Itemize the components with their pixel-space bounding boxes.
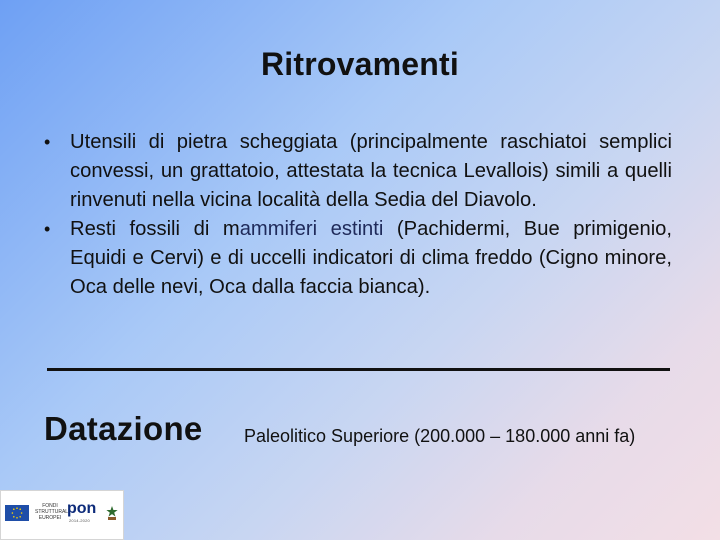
- bullet-item: [44, 215, 672, 302]
- pon-logo-subtext: 2014-2020: [69, 518, 90, 523]
- bullet-list: [44, 128, 672, 302]
- bullet-text-continued: (Pachidermi, Bue primigenio, Equidi e Cervi) e di uccelli indicatori di clima freddo (Cigno minore, Oca delle nevi, Oca dalla faccia bianca).: [70, 218, 673, 298]
- dating-label: Datazione: [44, 410, 203, 447]
- italian-emblem-icon: [105, 505, 119, 521]
- slide-title: Ritrovamenti: [261, 46, 459, 82]
- bullet-text: Resti fossili di m: [70, 218, 240, 240]
- bullet-marker: •: [44, 132, 51, 152]
- section-divider: [47, 368, 670, 371]
- bullet-text: Utensili di pietra scheggiata (principalmente raschiatoi semplici convessi, un grattatoio, attestata la tecnica Levallois) simili a quelli rinvenuti nella vicina località della Sedia del Diavolo.: [70, 131, 672, 211]
- eu-flag-icon: [5, 505, 29, 521]
- fondi-strutturali-text: FONDI STRUTTURALI EUROPEI: [35, 503, 70, 521]
- bullet-marker: •: [44, 219, 51, 239]
- pon-logo-text: pon: [67, 500, 97, 517]
- bullet-highlight: ammiferi estinti: [239, 218, 384, 240]
- footer-logo: [0, 490, 124, 540]
- bullet-item: [44, 128, 672, 215]
- dating-value: Paleolitico Superiore (200.000 – 180.000 anni fa): [244, 426, 636, 446]
